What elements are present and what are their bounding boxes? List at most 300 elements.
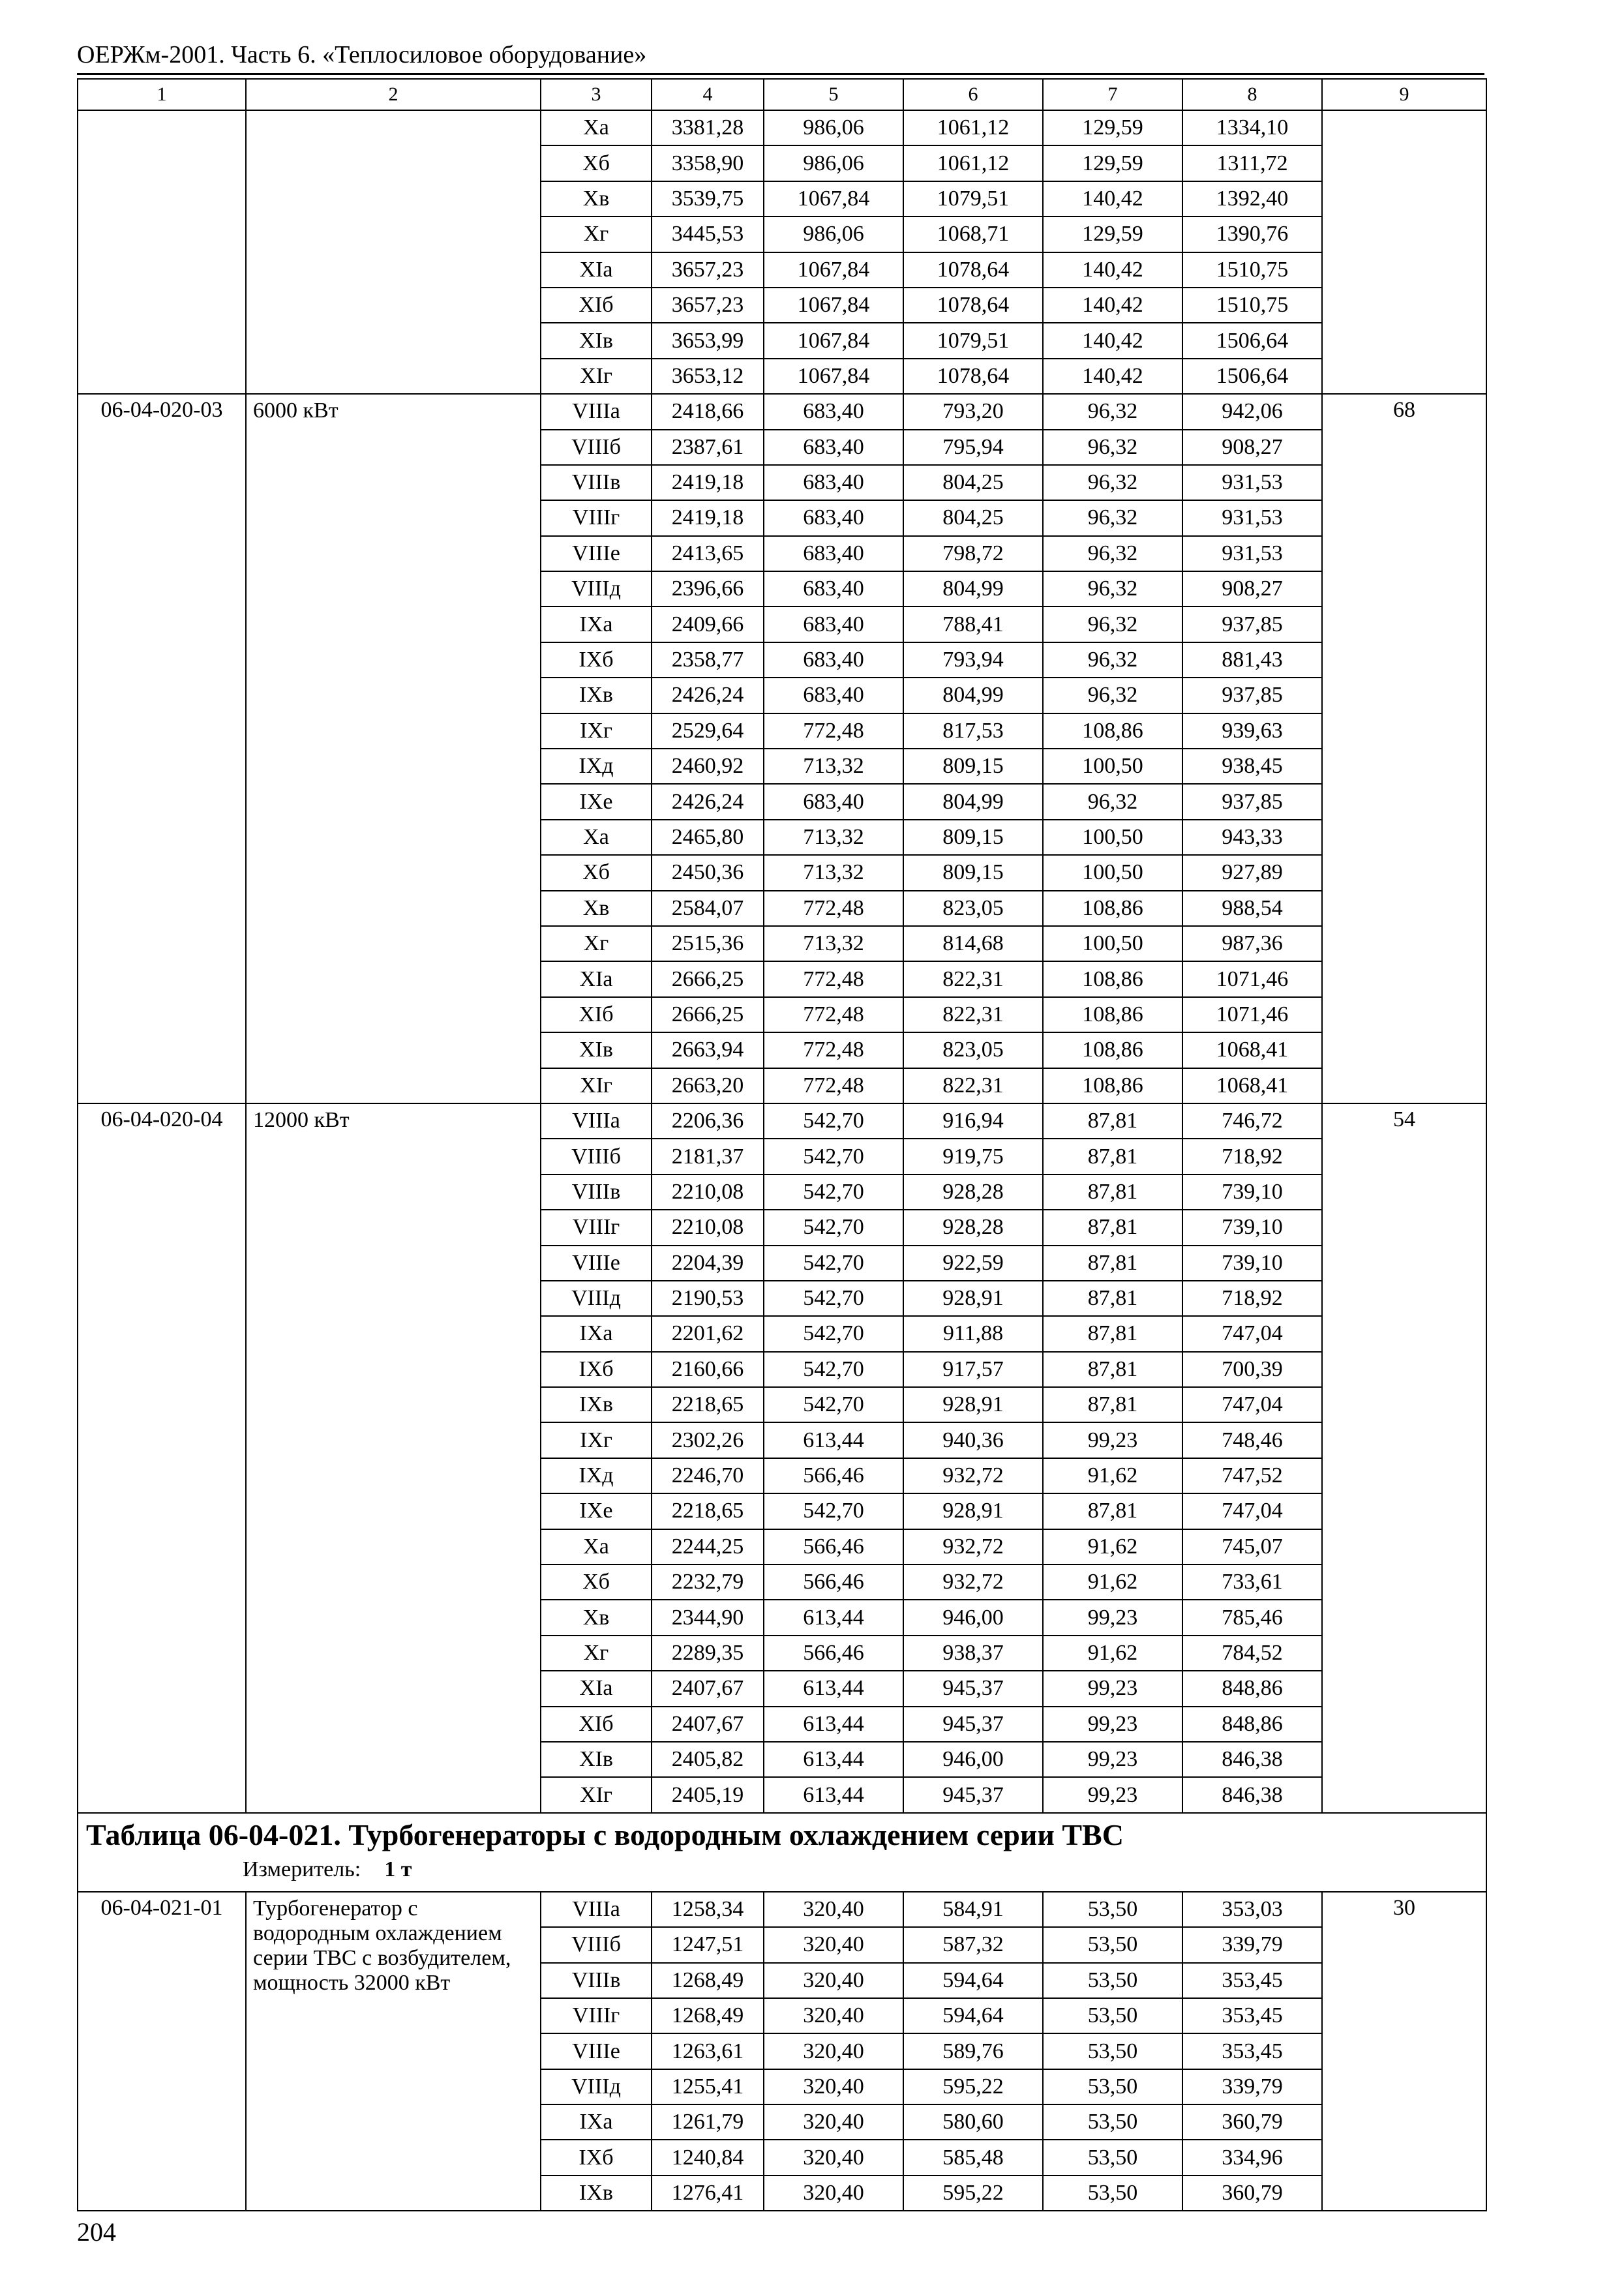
- wages: 542,70: [764, 1103, 903, 1139]
- price-zone: IXв: [541, 678, 652, 713]
- column-number: 6: [903, 79, 1043, 110]
- wages: 566,46: [764, 1636, 903, 1671]
- materials-cost: 784,52: [1182, 1636, 1322, 1671]
- total-cost: 2413,65: [652, 536, 764, 571]
- machinist-wages: 87,81: [1043, 1493, 1182, 1529]
- wages: 713,32: [764, 855, 903, 890]
- wages: 320,40: [764, 2069, 903, 2104]
- price-zone: IXг: [541, 713, 652, 749]
- total-cost: 2418,66: [652, 394, 764, 429]
- total-cost: 2210,08: [652, 1174, 764, 1210]
- price-zone: VIIIe: [541, 536, 652, 571]
- price-zone: XIг: [541, 359, 652, 394]
- wages: 320,40: [764, 2033, 903, 2069]
- column-number: 9: [1322, 79, 1486, 110]
- section-header: [78, 1813, 1486, 1892]
- machine-cost: 946,00: [903, 1742, 1043, 1777]
- page-number: 204: [77, 2217, 116, 2247]
- machinist-wages: 108,86: [1043, 997, 1182, 1032]
- machine-cost: 938,37: [903, 1636, 1043, 1671]
- wages: 613,44: [764, 1777, 903, 1812]
- column-number: 3: [541, 79, 652, 110]
- machinist-wages: 99,23: [1043, 1777, 1182, 1812]
- wages: 542,70: [764, 1210, 903, 1245]
- price-zone: VIIIд: [541, 571, 652, 606]
- total-cost: 2407,67: [652, 1671, 764, 1706]
- wages: 986,06: [764, 110, 903, 145]
- materials-cost: 848,86: [1182, 1707, 1322, 1742]
- wages: 986,06: [764, 217, 903, 252]
- total-cost: 2396,66: [652, 571, 764, 606]
- wages: 1067,84: [764, 323, 903, 358]
- total-cost: 3657,23: [652, 288, 764, 323]
- total-cost: 2409,66: [652, 606, 764, 642]
- total-cost: 2232,79: [652, 1564, 764, 1600]
- price-zone: IXв: [541, 1387, 652, 1422]
- machinist-wages: 140,42: [1043, 323, 1182, 358]
- wages: 772,48: [764, 1032, 903, 1068]
- total-cost: 2358,77: [652, 642, 764, 678]
- machine-cost: 917,57: [903, 1352, 1043, 1387]
- price-zone: XIб: [541, 1707, 652, 1742]
- machine-cost: 804,99: [903, 678, 1043, 713]
- materials-cost: 937,85: [1182, 606, 1322, 642]
- total-cost: 3445,53: [652, 217, 764, 252]
- wages: 320,40: [764, 1927, 903, 1962]
- price-zone: Xг: [541, 1636, 652, 1671]
- price-zone: IXв: [541, 2176, 652, 2211]
- machinist-wages: 96,32: [1043, 536, 1182, 571]
- machine-cost: 809,15: [903, 749, 1043, 784]
- materials-cost: 739,10: [1182, 1174, 1322, 1210]
- price-zone: IXa: [541, 1316, 652, 1351]
- materials-cost: 360,79: [1182, 2176, 1322, 2211]
- total-cost: 2419,18: [652, 465, 764, 500]
- machine-cost: 1079,51: [903, 181, 1043, 217]
- total-cost: 2246,70: [652, 1458, 764, 1493]
- machinist-wages: 91,62: [1043, 1636, 1182, 1671]
- wages: 986,06: [764, 145, 903, 181]
- price-zone: Xг: [541, 217, 652, 252]
- wages: 613,44: [764, 1671, 903, 1706]
- price-zone: VIIIa: [541, 1103, 652, 1139]
- total-cost: 2460,92: [652, 749, 764, 784]
- table-row: [78, 1103, 1486, 1139]
- total-cost: 2244,25: [652, 1529, 764, 1564]
- price-zone: Xв: [541, 1600, 652, 1635]
- wages: 683,40: [764, 642, 903, 678]
- materials-cost: 1071,46: [1182, 997, 1322, 1032]
- materials-cost: 748,46: [1182, 1422, 1322, 1458]
- total-cost: 2218,65: [652, 1493, 764, 1529]
- item-name: 6000 кВт: [246, 394, 541, 1103]
- wages: 683,40: [764, 536, 903, 571]
- materials-cost: 785,46: [1182, 1600, 1322, 1635]
- machine-cost: 932,72: [903, 1529, 1043, 1564]
- total-cost: 2584,07: [652, 891, 764, 926]
- total-cost: 2426,24: [652, 678, 764, 713]
- materials-cost: 718,92: [1182, 1139, 1322, 1174]
- machine-cost: 911,88: [903, 1316, 1043, 1351]
- machinist-wages: 100,50: [1043, 926, 1182, 961]
- machine-cost: 595,22: [903, 2176, 1043, 2211]
- table-row: [78, 1892, 1486, 1927]
- price-zone: VIIIг: [541, 1210, 652, 1245]
- total-cost: 2663,94: [652, 1032, 764, 1068]
- machine-cost: 584,91: [903, 1892, 1043, 1927]
- materials-cost: 881,43: [1182, 642, 1322, 678]
- price-zone: VIIIв: [541, 1963, 652, 1998]
- machinist-wages: 96,32: [1043, 394, 1182, 429]
- machine-cost: 940,36: [903, 1422, 1043, 1458]
- machine-cost: 946,00: [903, 1600, 1043, 1635]
- total-cost: 3653,12: [652, 359, 764, 394]
- machine-cost: 587,32: [903, 1927, 1043, 1962]
- total-cost: 2465,80: [652, 820, 764, 855]
- machinist-wages: 129,59: [1043, 145, 1182, 181]
- machine-cost: 822,31: [903, 997, 1043, 1032]
- measure-unit: 1 т: [384, 1857, 412, 1881]
- machinist-wages: 53,50: [1043, 2069, 1182, 2104]
- materials-cost: 1510,75: [1182, 252, 1322, 288]
- total-cost: 1268,49: [652, 1998, 764, 2033]
- machinist-wages: 53,50: [1043, 1998, 1182, 2033]
- machine-cost: 928,91: [903, 1387, 1043, 1422]
- materials-cost: 846,38: [1182, 1742, 1322, 1777]
- item-code: 06-04-020-04: [78, 1103, 246, 1813]
- total-cost: 2419,18: [652, 500, 764, 535]
- total-cost: 2210,08: [652, 1210, 764, 1245]
- materials-cost: 931,53: [1182, 536, 1322, 571]
- materials-cost: 942,06: [1182, 394, 1322, 429]
- machine-cost: 823,05: [903, 891, 1043, 926]
- labor-count: 54: [1322, 1103, 1486, 1813]
- price-zone: VIIIд: [541, 1281, 652, 1316]
- price-zone: VIIIг: [541, 500, 652, 535]
- price-zone: Xв: [541, 181, 652, 217]
- price-zone: XIa: [541, 1671, 652, 1706]
- materials-cost: 939,63: [1182, 713, 1322, 749]
- machine-cost: 580,60: [903, 2104, 1043, 2140]
- price-zone: Xa: [541, 1529, 652, 1564]
- labor-count: 68: [1322, 394, 1486, 1103]
- total-cost: 2181,37: [652, 1139, 764, 1174]
- wages: 613,44: [764, 1707, 903, 1742]
- wages: 566,46: [764, 1564, 903, 1600]
- item-code: 06-04-021-01: [78, 1892, 246, 2211]
- price-zone: Xб: [541, 855, 652, 890]
- machine-cost: 589,76: [903, 2033, 1043, 2069]
- materials-cost: 747,04: [1182, 1316, 1322, 1351]
- wages: 613,44: [764, 1742, 903, 1777]
- column-number-row: [78, 79, 1486, 110]
- machinist-wages: 87,81: [1043, 1174, 1182, 1210]
- total-cost: 3381,28: [652, 110, 764, 145]
- materials-cost: 739,10: [1182, 1210, 1322, 1245]
- machine-cost: 928,28: [903, 1174, 1043, 1210]
- machinist-wages: 87,81: [1043, 1210, 1182, 1245]
- machine-cost: 945,37: [903, 1707, 1043, 1742]
- total-cost: 3653,99: [652, 323, 764, 358]
- wages: 542,70: [764, 1352, 903, 1387]
- total-cost: 2190,53: [652, 1281, 764, 1316]
- item-name: [246, 110, 541, 394]
- materials-cost: 931,53: [1182, 500, 1322, 535]
- total-cost: 1247,51: [652, 1927, 764, 1962]
- machine-cost: 804,99: [903, 784, 1043, 819]
- machinist-wages: 87,81: [1043, 1281, 1182, 1316]
- price-zone: IXд: [541, 749, 652, 784]
- machinist-wages: 96,32: [1043, 606, 1182, 642]
- machine-cost: 932,72: [903, 1564, 1043, 1600]
- machinist-wages: 53,50: [1043, 2140, 1182, 2175]
- materials-cost: 937,85: [1182, 784, 1322, 819]
- machinist-wages: 87,81: [1043, 1387, 1182, 1422]
- machinist-wages: 108,86: [1043, 713, 1182, 749]
- materials-cost: 927,89: [1182, 855, 1322, 890]
- materials-cost: 745,07: [1182, 1529, 1322, 1564]
- wages: 1067,84: [764, 359, 903, 394]
- price-zone: XIa: [541, 961, 652, 996]
- machinist-wages: 100,50: [1043, 749, 1182, 784]
- machine-cost: 804,99: [903, 571, 1043, 606]
- materials-cost: 747,04: [1182, 1387, 1322, 1422]
- machinist-wages: 87,81: [1043, 1139, 1182, 1174]
- machine-cost: 793,94: [903, 642, 1043, 678]
- price-zone: IXб: [541, 2140, 652, 2175]
- machinist-wages: 53,50: [1043, 1892, 1182, 1927]
- materials-cost: 339,79: [1182, 2069, 1322, 2104]
- machine-cost: 916,94: [903, 1103, 1043, 1139]
- machinist-wages: 99,23: [1043, 1600, 1182, 1635]
- machine-cost: 594,64: [903, 1963, 1043, 1998]
- total-cost: 2407,67: [652, 1707, 764, 1742]
- materials-cost: 1392,40: [1182, 181, 1322, 217]
- machine-cost: 919,75: [903, 1139, 1043, 1174]
- machinist-wages: 99,23: [1043, 1671, 1182, 1706]
- wages: 542,70: [764, 1387, 903, 1422]
- machine-cost: 804,25: [903, 500, 1043, 535]
- item-code: 06-04-020-03: [78, 394, 246, 1103]
- price-zone: VIIIa: [541, 394, 652, 429]
- price-zone: IXa: [541, 2104, 652, 2140]
- machinist-wages: 140,42: [1043, 359, 1182, 394]
- machinist-wages: 108,86: [1043, 1068, 1182, 1103]
- machine-cost: 809,15: [903, 820, 1043, 855]
- wages: 683,40: [764, 784, 903, 819]
- wages: 320,40: [764, 2104, 903, 2140]
- total-cost: 2515,36: [652, 926, 764, 961]
- wages: 1067,84: [764, 252, 903, 288]
- machinist-wages: 96,32: [1043, 500, 1182, 535]
- materials-cost: 848,86: [1182, 1671, 1322, 1706]
- price-zone: VIIIб: [541, 1927, 652, 1962]
- page-header-title: ОЕРЖм-2001. Часть 6. «Теплосиловое оборудование»: [77, 41, 647, 68]
- machinist-wages: 87,81: [1043, 1246, 1182, 1281]
- total-cost: 1276,41: [652, 2176, 764, 2211]
- total-cost: 2666,25: [652, 997, 764, 1032]
- machinist-wages: 91,62: [1043, 1529, 1182, 1564]
- machine-cost: 822,31: [903, 961, 1043, 996]
- price-zone: VIIIв: [541, 465, 652, 500]
- price-zone: VIIIв: [541, 1174, 652, 1210]
- machine-cost: 798,72: [903, 536, 1043, 571]
- wages: 713,32: [764, 820, 903, 855]
- materials-cost: 1071,46: [1182, 961, 1322, 996]
- machine-cost: 585,48: [903, 2140, 1043, 2175]
- machinist-wages: 53,50: [1043, 2033, 1182, 2069]
- measure-label: Измеритель:: [243, 1857, 361, 1881]
- labor-count: [1322, 110, 1486, 394]
- wages: 542,70: [764, 1281, 903, 1316]
- wages: 320,40: [764, 2176, 903, 2211]
- wages: 772,48: [764, 997, 903, 1032]
- materials-cost: 700,39: [1182, 1352, 1322, 1387]
- materials-cost: 1068,41: [1182, 1068, 1322, 1103]
- total-cost: 1263,61: [652, 2033, 764, 2069]
- machinist-wages: 53,50: [1043, 2104, 1182, 2140]
- price-zone: IXe: [541, 1493, 652, 1529]
- total-cost: 2204,39: [652, 1246, 764, 1281]
- machinist-wages: 129,59: [1043, 110, 1182, 145]
- total-cost: 2387,61: [652, 430, 764, 465]
- machinist-wages: 96,32: [1043, 571, 1182, 606]
- table-body: [78, 79, 1486, 2211]
- materials-cost: 1506,64: [1182, 359, 1322, 394]
- wages: 683,40: [764, 394, 903, 429]
- machinist-wages: 87,81: [1043, 1103, 1182, 1139]
- wages: 320,40: [764, 1892, 903, 1927]
- wages: 1067,84: [764, 181, 903, 217]
- materials-cost: 360,79: [1182, 2104, 1322, 2140]
- materials-cost: 339,79: [1182, 1927, 1322, 1962]
- table-row: [78, 110, 1486, 145]
- materials-cost: 353,45: [1182, 1963, 1322, 1998]
- machine-cost: 945,37: [903, 1671, 1043, 1706]
- wages: 772,48: [764, 961, 903, 996]
- column-number: 1: [78, 79, 246, 110]
- price-zone: VIIIг: [541, 1998, 652, 2033]
- machinist-wages: 96,32: [1043, 430, 1182, 465]
- wages: 320,40: [764, 1998, 903, 2033]
- wages: 683,40: [764, 430, 903, 465]
- price-zone: XIг: [541, 1068, 652, 1103]
- total-cost: 2206,36: [652, 1103, 764, 1139]
- machine-cost: 814,68: [903, 926, 1043, 961]
- header-rule: [77, 73, 1484, 75]
- price-zone: Xб: [541, 145, 652, 181]
- machinist-wages: 129,59: [1043, 217, 1182, 252]
- materials-cost: 733,61: [1182, 1564, 1322, 1600]
- price-zone: IXa: [541, 606, 652, 642]
- wages: 566,46: [764, 1458, 903, 1493]
- wages: 683,40: [764, 500, 903, 535]
- machinist-wages: 140,42: [1043, 288, 1182, 323]
- price-zone: XIв: [541, 323, 652, 358]
- price-zone: Xa: [541, 820, 652, 855]
- wages: 542,70: [764, 1174, 903, 1210]
- item-code: [78, 110, 246, 394]
- price-zone: IXд: [541, 1458, 652, 1493]
- machinist-wages: 87,81: [1043, 1316, 1182, 1351]
- total-cost: 2450,36: [652, 855, 764, 890]
- total-cost: 2160,66: [652, 1352, 764, 1387]
- wages: 542,70: [764, 1246, 903, 1281]
- machine-cost: 823,05: [903, 1032, 1043, 1068]
- machine-cost: 809,15: [903, 855, 1043, 890]
- price-zone: Xг: [541, 926, 652, 961]
- machine-cost: 922,59: [903, 1246, 1043, 1281]
- price-zone: Xa: [541, 110, 652, 145]
- wages: 613,44: [764, 1600, 903, 1635]
- wages: 683,40: [764, 465, 903, 500]
- machine-cost: 1068,71: [903, 217, 1043, 252]
- wages: 1067,84: [764, 288, 903, 323]
- materials-cost: 943,33: [1182, 820, 1322, 855]
- materials-cost: 739,10: [1182, 1246, 1322, 1281]
- total-cost: 3358,90: [652, 145, 764, 181]
- machinist-wages: 87,81: [1043, 1352, 1182, 1387]
- price-table: [77, 78, 1487, 2211]
- machinist-wages: 100,50: [1043, 820, 1182, 855]
- total-cost: 2405,82: [652, 1742, 764, 1777]
- materials-cost: 1068,41: [1182, 1032, 1322, 1068]
- machinist-wages: 91,62: [1043, 1458, 1182, 1493]
- materials-cost: 747,04: [1182, 1493, 1322, 1529]
- machinist-wages: 96,32: [1043, 678, 1182, 713]
- materials-cost: 353,45: [1182, 1998, 1322, 2033]
- materials-cost: 1334,10: [1182, 110, 1322, 145]
- machinist-wages: 99,23: [1043, 1422, 1182, 1458]
- machinist-wages: 53,50: [1043, 1963, 1182, 1998]
- wages: 772,48: [764, 1068, 903, 1103]
- total-cost: 1255,41: [652, 2069, 764, 2104]
- price-zone: Xб: [541, 1564, 652, 1600]
- machinist-wages: 140,42: [1043, 181, 1182, 217]
- machinist-wages: 99,23: [1043, 1742, 1182, 1777]
- materials-cost: 908,27: [1182, 430, 1322, 465]
- price-zone: IXб: [541, 642, 652, 678]
- price-zone: XIг: [541, 1777, 652, 1812]
- machine-cost: 795,94: [903, 430, 1043, 465]
- machine-cost: 804,25: [903, 465, 1043, 500]
- column-number: 5: [764, 79, 903, 110]
- wages: 713,32: [764, 926, 903, 961]
- machine-cost: 1061,12: [903, 145, 1043, 181]
- machine-cost: 1061,12: [903, 110, 1043, 145]
- machine-cost: 928,91: [903, 1281, 1043, 1316]
- machine-cost: 595,22: [903, 2069, 1043, 2104]
- total-cost: 2426,24: [652, 784, 764, 819]
- wages: 542,70: [764, 1316, 903, 1351]
- wages: 683,40: [764, 678, 903, 713]
- machinist-wages: 99,23: [1043, 1707, 1182, 1742]
- machinist-wages: 140,42: [1043, 252, 1182, 288]
- wages: 772,48: [764, 891, 903, 926]
- materials-cost: 1510,75: [1182, 288, 1322, 323]
- machinist-wages: 53,50: [1043, 1927, 1182, 1962]
- materials-cost: 746,72: [1182, 1103, 1322, 1139]
- materials-cost: 937,85: [1182, 678, 1322, 713]
- materials-cost: 1506,64: [1182, 323, 1322, 358]
- total-cost: 2218,65: [652, 1387, 764, 1422]
- total-cost: 1240,84: [652, 2140, 764, 2175]
- machinist-wages: 108,86: [1043, 961, 1182, 996]
- machinist-wages: 96,32: [1043, 465, 1182, 500]
- total-cost: 1261,79: [652, 2104, 764, 2140]
- total-cost: 3657,23: [652, 252, 764, 288]
- machine-cost: 928,28: [903, 1210, 1043, 1245]
